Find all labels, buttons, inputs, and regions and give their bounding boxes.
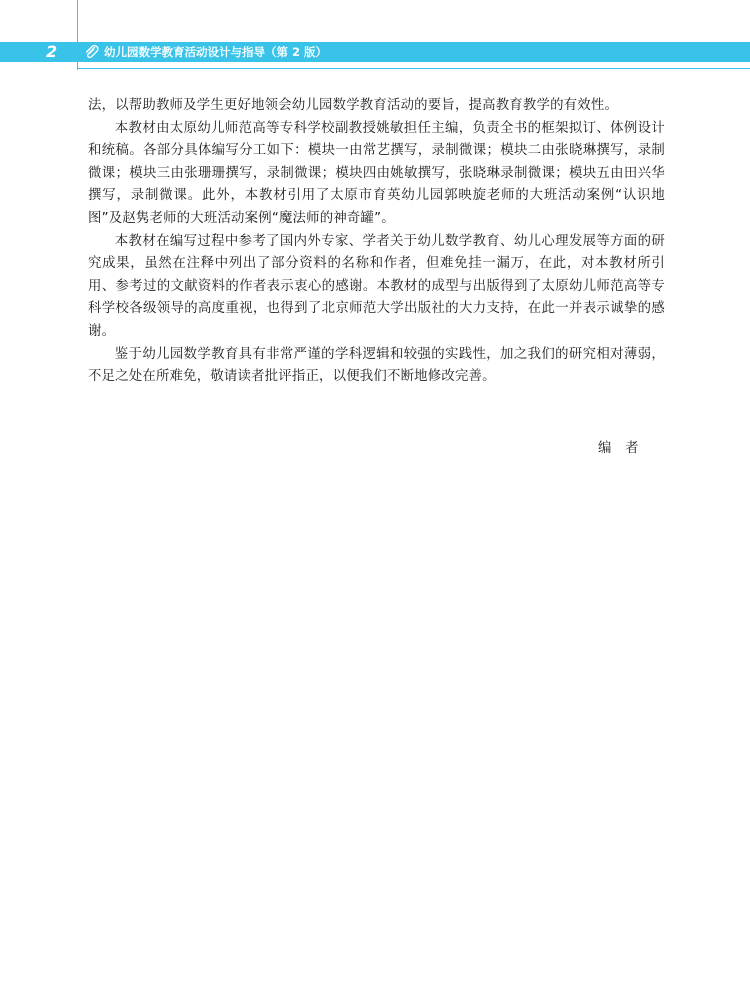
paragraph: 本教材在编写过程中参考了国内外专家、学者关于幼儿数学教育、幼儿心理发展等方面的研究成果，虽然在注释中列出了部分资料的名称和作者，但难免挂一漏万，在此，对本教材所引用、参考过的文献资料的作者表示衷心的感谢。本教材的成型与出版得到了太原幼儿师范高等专科学校各级领导的高度重视，也得到了北京师范大学出版社的大力支持，在此一并表示诚挚的感谢。 xyxy=(88,233,665,339)
paragraph: 本教材由太原幼儿师范高等专科学校副教授姚敏担任主编，负责全书的框架拟订、体例设计和统稿。各部分具体编写分工如下：模块一由常艺撰写，录制微课；模块二由张晓琳撰写，录制微课；模块三由张珊珊撰写，录制微课；模块四由姚敏撰写，张晓琳录制微课；模块五由田兴华撰写，录制微课。此外，本教材引用了太原市育英幼儿园郭映旋老师的大班活动案例“认识地图”及赵隽老师的大班活动案例“魔法师的神奇罐”。 xyxy=(88,120,665,226)
header-underline xyxy=(78,68,750,69)
paragraph: 鉴于幼儿园数学教育具有非常严谨的学科逻辑和较强的实践性，加之我们的研究相对薄弱，不足之处在所难免，敬请读者批评指正，以便我们不断地修改完善。 xyxy=(88,346,665,385)
paperclip-icon xyxy=(84,44,100,60)
running-title: 幼儿园数学教育活动设计与指导（第 2 版） xyxy=(104,45,328,59)
page-number: 2 xyxy=(46,42,58,61)
paragraph: 法，以帮助教师及学生更好地领会幼儿园数学教育活动的要旨，提高教育教学的有效性。 xyxy=(88,98,619,113)
preface-body xyxy=(88,95,665,389)
editor-signature: 编 者 xyxy=(598,441,639,456)
